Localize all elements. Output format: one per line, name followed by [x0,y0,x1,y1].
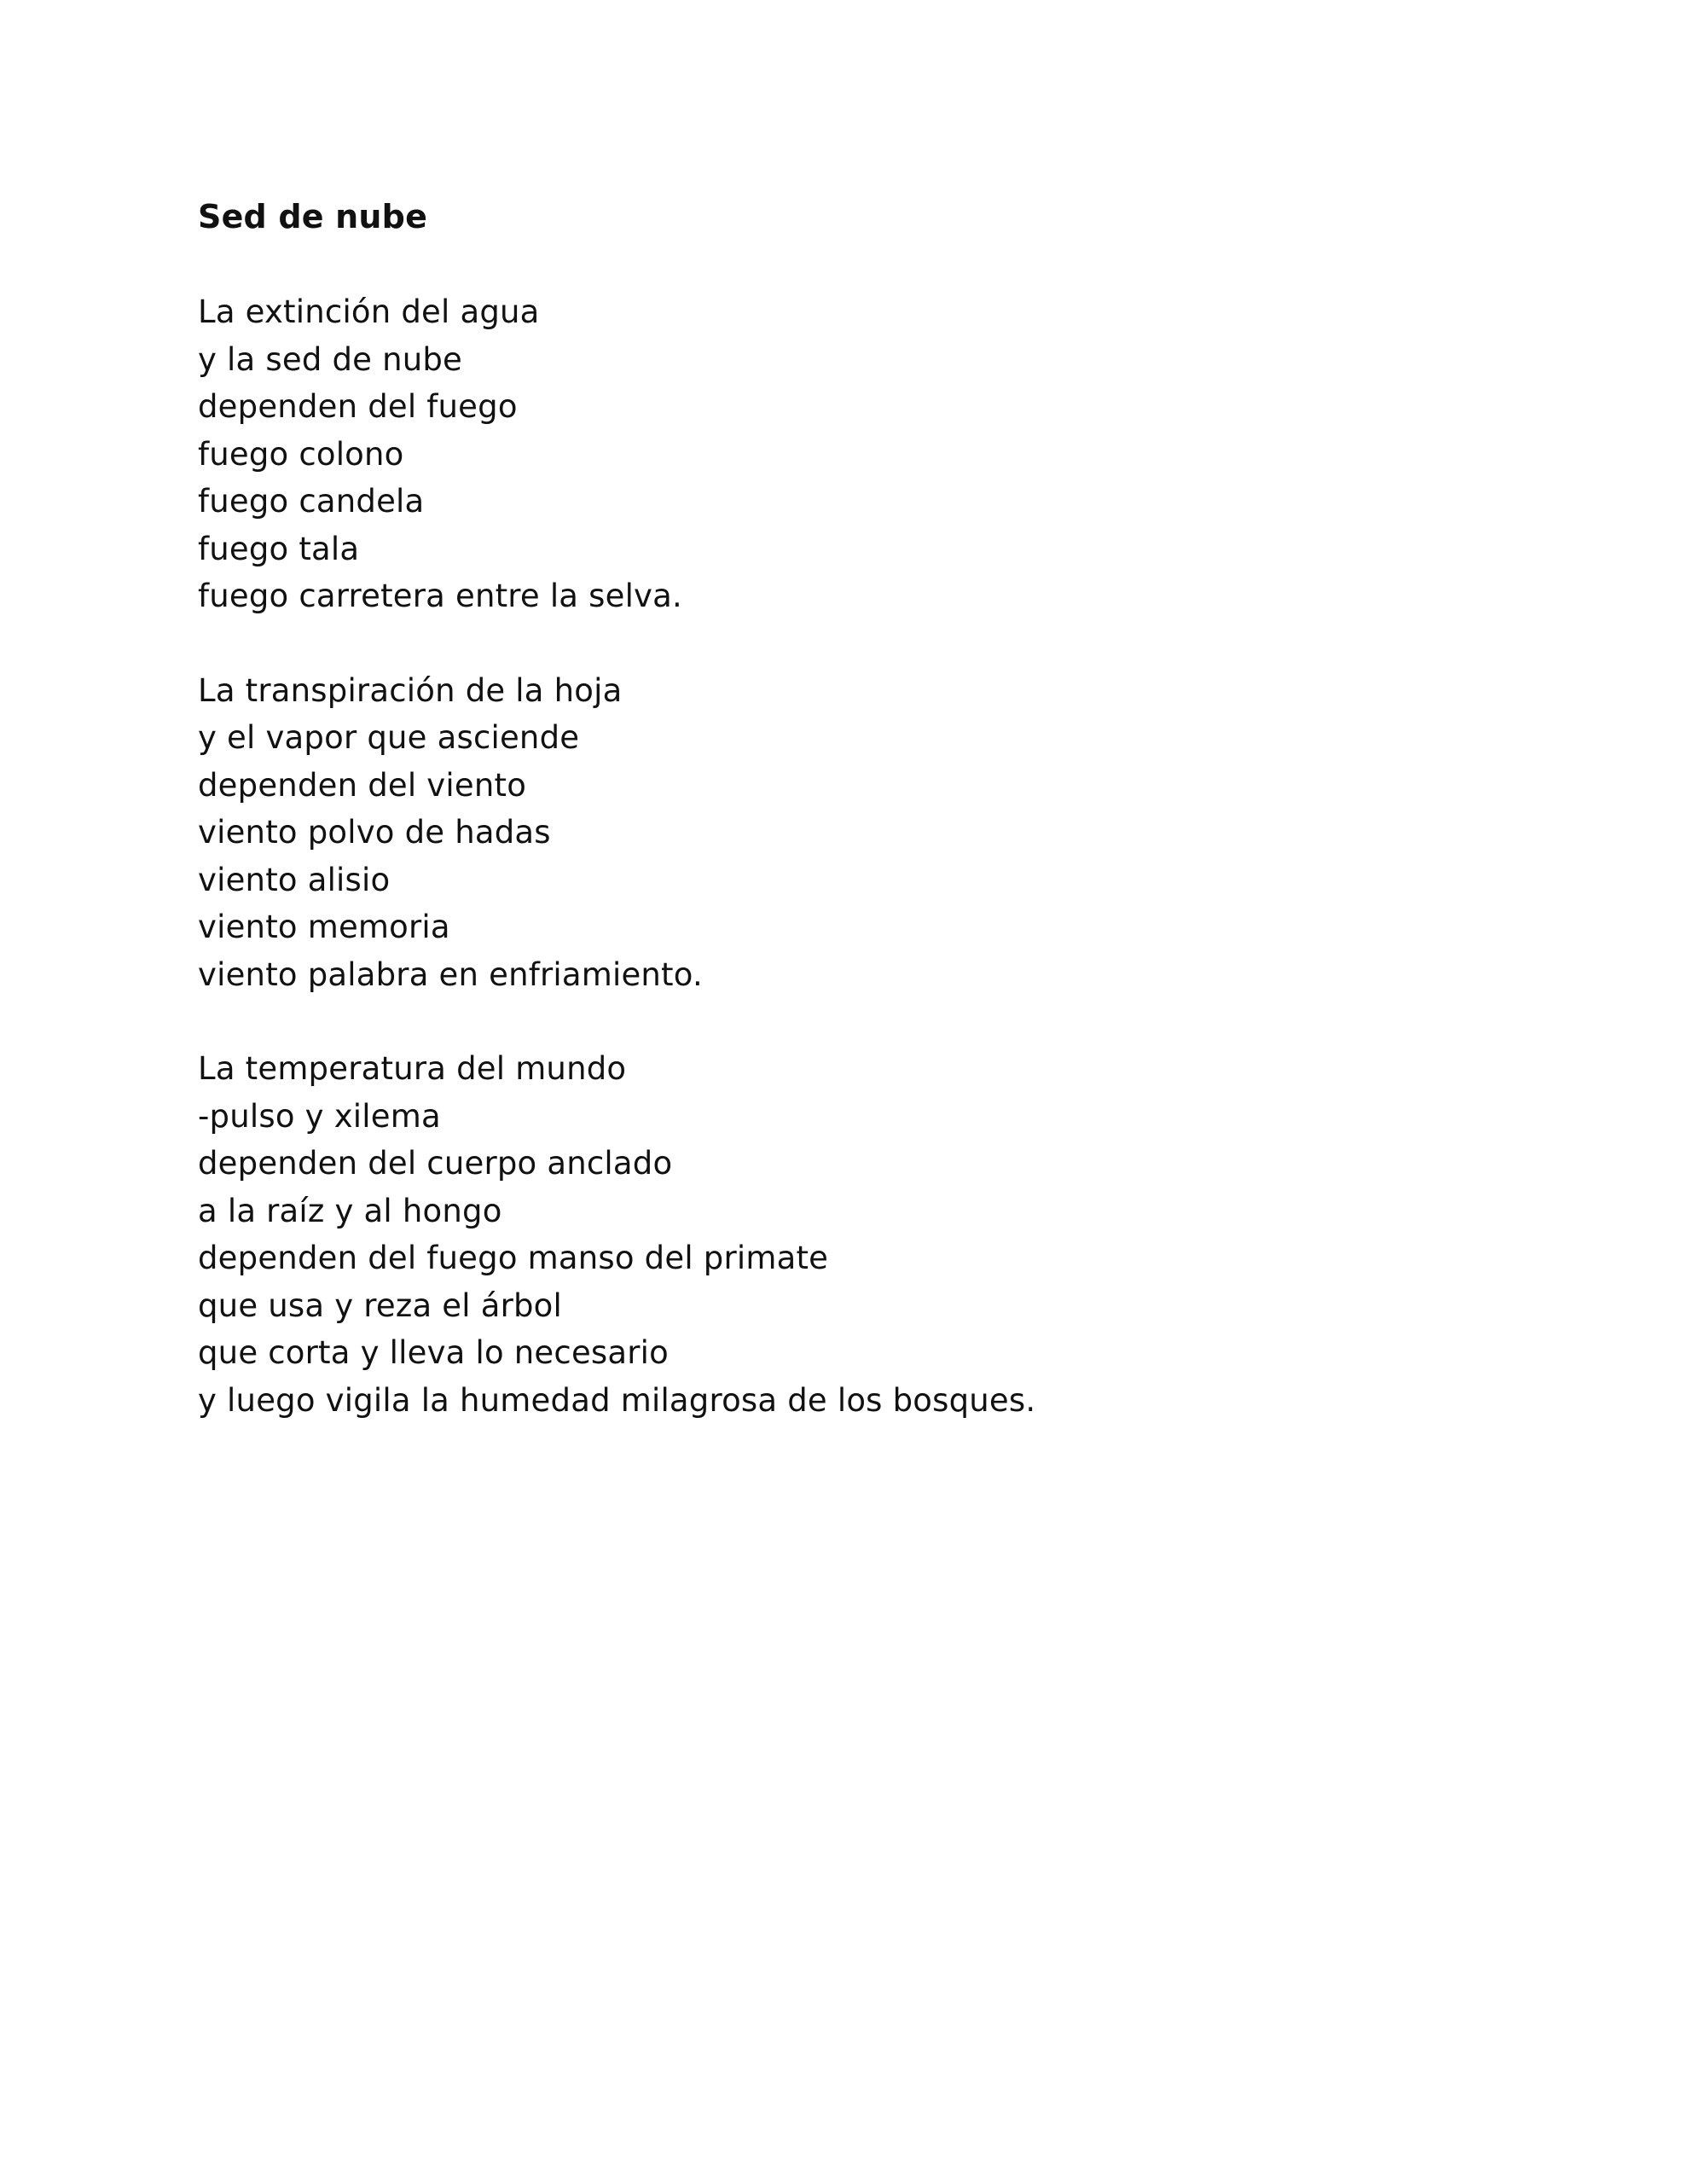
poem-line: fuego colono [198,435,404,473]
poem-line: que corta y lleva lo necesario [198,1334,669,1371]
poem-line: y la sed de nube [198,340,463,378]
stanza-2 [198,667,1494,999]
poem-line: fuego carretera entre la selva. [198,578,682,614]
poem-line: y luego vigila la humedad milagrosa de los bosques. [198,1381,1036,1419]
poem-line: a la raíz y al hongo [198,1192,502,1229]
poem-line: La temperatura del mundo [198,1050,627,1087]
poem-line: viento palabra en enfriamiento. [198,956,703,993]
poem-line: dependen del viento [198,766,527,804]
poem-line: que usa y reza el árbol [198,1287,562,1324]
poem-line: fuego tala [198,530,360,567]
poem-line: fuego candela [198,483,425,520]
poem-line: viento memoria [198,909,450,945]
poem-line: dependen del cuerpo anclado [198,1145,673,1182]
document-page [198,193,1494,1424]
poem-line: -pulso y xilema [198,1097,441,1135]
poem-line: dependen del fuego manso del primate [198,1240,829,1276]
poem-line: dependen del fuego [198,388,518,425]
poem-line: La transpiración de la hoja [198,671,623,709]
poem-line: La extinción del agua [198,293,540,330]
poem-line: viento polvo de hadas [198,814,551,851]
poem-line: y el vapor que asciende [198,719,580,756]
poem-title: Sed de nube [198,198,428,235]
stanza-1 [198,288,1494,620]
stanza-3 [198,1045,1494,1424]
poem-line: viento alisio [198,861,391,898]
